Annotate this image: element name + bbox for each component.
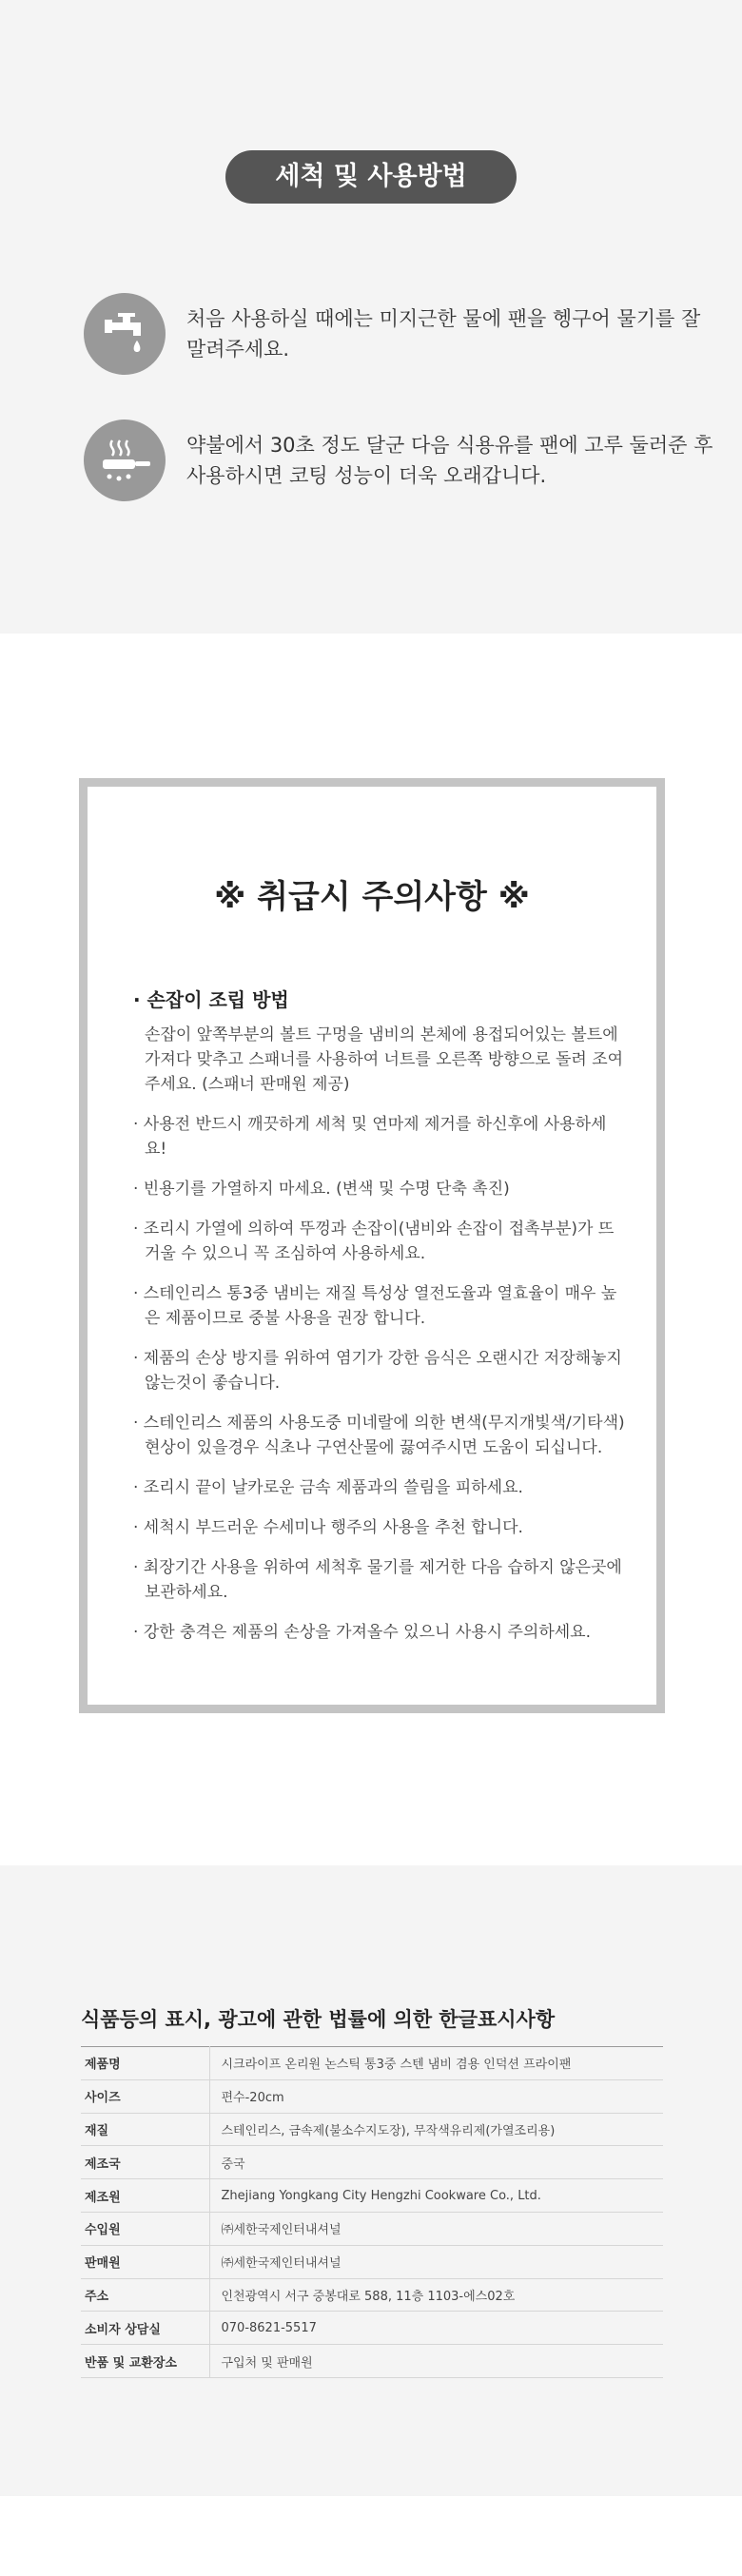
table-row xyxy=(81,2079,663,2113)
table-row xyxy=(81,2345,663,2378)
row-value: 스테인리스, 금속제(불소수지도장), 무작색유리제(가열조리용) xyxy=(209,2113,663,2146)
caution-item: · 스테인리스 제품의 사용도중 미네랄에 의한 변색(무지개빛색/기타색) 현상이 있을경우 식초나 구연산물에 끓여주시면 도움이 되십니다. xyxy=(133,1414,625,1457)
caution-item: · 세척시 부드러운 수세미나 행주의 사용을 추천 합니다. xyxy=(133,1518,523,1537)
row-key: 판매원 xyxy=(81,2245,209,2278)
usage-section xyxy=(0,0,742,634)
table-row xyxy=(81,2113,663,2146)
usage-step-2 xyxy=(84,420,719,501)
usage-title-badge: 세척 및 사용방법 xyxy=(225,150,517,204)
table-row xyxy=(81,2146,663,2179)
table-row xyxy=(81,2245,663,2278)
row-value: ㈜세한국제인터내셔널 xyxy=(209,2212,663,2245)
caution-item: · 스테인리스 통3중 냄비는 재질 특성상 열전도율과 열효율이 매우 높은 제품이므로 중불 사용을 권장 합니다. xyxy=(133,1284,617,1328)
row-key: 재질 xyxy=(81,2113,209,2146)
caution-head-detail: 손잡이 앞쪽부분의 볼트 구멍을 냄비의 본체에 용접되어있는 볼트에 가져다 맞추고 스패너를 사용하여 너트를 오른쪽 방향으로 돌려 조여주세요. (스패너 판매원 제공) xyxy=(145,1025,624,1094)
caution-item: · 강한 충격은 제품의 손상을 가져올수 있으니 사용시 주의하세요. xyxy=(133,1623,592,1642)
row-value: 편수-20cm xyxy=(209,2079,663,2113)
usage-step-text: 약불에서 30초 정도 달군 다음 식용유를 팬에 고루 둘러준 후 사용하시면 코팅 성능이 더욱 오래갑니다. xyxy=(186,434,713,487)
row-value: 070-8621-5517 xyxy=(209,2312,663,2345)
row-value: 시크라이프 온리원 논스틱 통3중 스텐 냄비 겸용 인덕션 프라이팬 xyxy=(209,2047,663,2080)
caution-title: ※ 취급시 주의사항 ※ xyxy=(214,878,530,916)
row-key: 반품 및 교환장소 xyxy=(81,2345,209,2378)
row-value: 중국 xyxy=(209,2146,663,2179)
caution-item: · 최장기간 사용을 위하여 세척후 물기를 제거한 다음 습하지 않은곳에 보관하세요. xyxy=(133,1558,622,1602)
row-key: 주소 xyxy=(81,2278,209,2312)
table-row xyxy=(81,2047,663,2080)
caution-box xyxy=(79,778,665,1713)
row-value: 인천광역시 서구 중봉대로 588, 11층 1103-에스02호 xyxy=(209,2278,663,2312)
faucet-icon xyxy=(84,293,166,375)
caution-item: · 조리시 끝이 날카로운 금속 제품과의 쓸림을 피하세요. xyxy=(133,1478,523,1497)
caution-item: · 제품의 손상 방지를 위하여 염기가 강한 음식은 오랜시간 저장해놓지 않는것이 좋습니다. xyxy=(133,1349,622,1393)
label-section xyxy=(0,1865,742,2496)
label-title: 식품등의 표시, 광고에 관한 법률에 의한 한글표시사항 xyxy=(81,2008,556,2031)
caution-head: · 손잡이 조립 방법 xyxy=(133,988,289,1011)
row-key: 제조원 xyxy=(81,2179,209,2213)
caution-item: · 빈용기를 가열하지 마세요. (변색 및 수명 단축 촉진) xyxy=(133,1180,510,1199)
row-key: 수입원 xyxy=(81,2212,209,2245)
row-key: 사이즈 xyxy=(81,2079,209,2113)
table-row xyxy=(81,2179,663,2213)
row-value: ㈜세한국제인터내셔널 xyxy=(209,2245,663,2278)
frying-pan-oil-icon xyxy=(84,420,166,501)
row-key: 소비자 상담실 xyxy=(81,2312,209,2345)
usage-step-1 xyxy=(84,293,719,375)
caution-item: · 사용전 반드시 깨끗하게 세척 및 연마제 제거를 하신후에 사용하세요! xyxy=(133,1115,607,1159)
row-value: 구입처 및 판매원 xyxy=(209,2345,663,2378)
row-key: 제품명 xyxy=(81,2047,209,2080)
label-table xyxy=(81,2046,663,2378)
caution-item: · 조리시 가열에 의하여 뚜껑과 손잡이(냄비와 손잡이 접촉부분)가 뜨거울 수 있으니 꼭 조심하여 사용하세요. xyxy=(133,1220,615,1263)
row-key: 제조국 xyxy=(81,2146,209,2179)
table-row xyxy=(81,2312,663,2345)
caution-list xyxy=(133,986,628,1645)
usage-step-text: 처음 사용하실 때에는 미지근한 물에 팬을 헹구어 물기를 잘 말려주세요. xyxy=(186,307,701,361)
table-row xyxy=(81,2212,663,2245)
row-value: Zhejiang Yongkang City Hengzhi Cookware Co., Ltd. xyxy=(209,2179,663,2213)
table-row xyxy=(81,2278,663,2312)
